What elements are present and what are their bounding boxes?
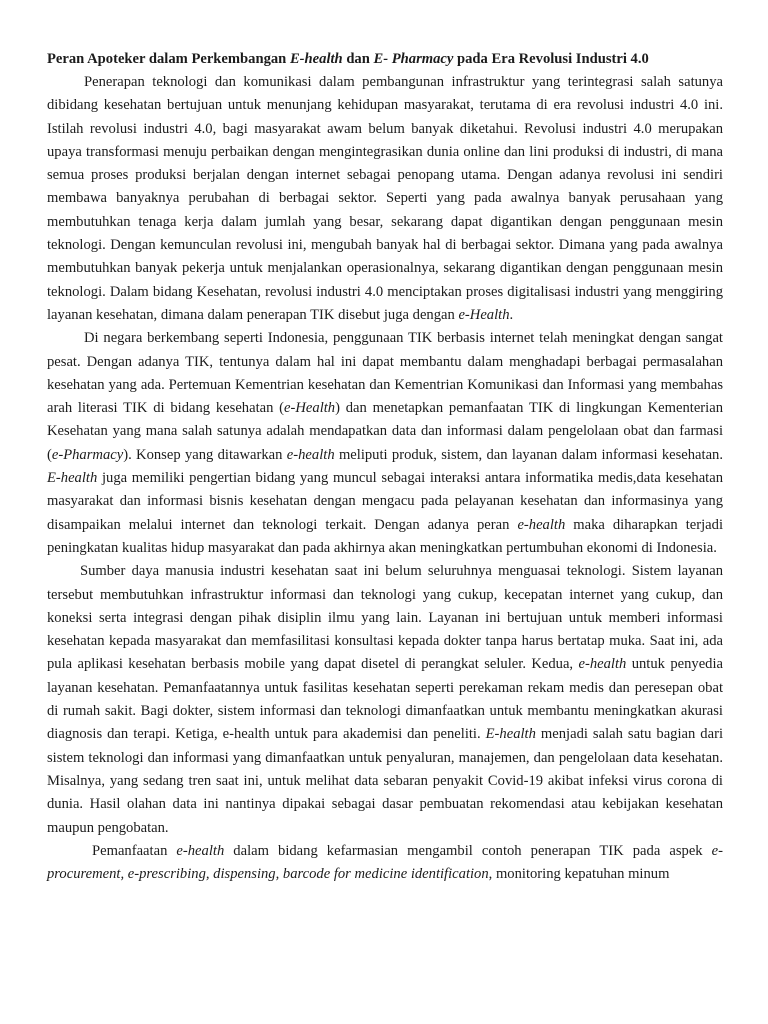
- paragraph-2: Di negara berkembang seperti Indonesia, penggunaan TIK berbasis internet telah meningkat dengan sangat pesat. Dengan adanya TIK, tentunya dalam hal ini dapat membantu dalam menghadapi berbagai permasalahan kesehatan yang ada. Pertemuan Kementrian kesehatan dan Kementrian Komunikasi dan Informasi yang membahas arah literasi TIK di bidang kesehatan (e-Health) dan menetapkan pemanfaatan TIK di lingkungan Kementerian Kesehatan yang mana salah satunya adalah mendapatkan data dan informasi dalam pengelolaan obat dan farmasi (e-Pharmacy). Konsep yang ditawarkan e-health meliputi produk, sistem, dan layanan dalam informasi kesehatan. E-health juga memiliki pengertian bidang yang muncul sebagai interaksi antara informatika medis,data kesehatan masyarakat dan informasi bisnis kesehatan dengan mengacu pada pelayanan kesehatan dan informasinya yang disampaikan melalui internet dan teknologi terkait. Dengan adanya peran e-health maka diharapkan terjadi peningkatan kualitas hidup masyarakat dan pada akhirnya akan meningkatkan pertumbuhan ekonomi di Indonesia.: [47, 330, 724, 556]
- paragraph-1: Penerapan teknologi dan komunikasi dalam pembangunan infrastruktur yang terintegrasi salah satunya dibidang kesehatan bertujuan untuk menunjang kehidupan masyarakat, terutama di era revolusi industri 4.0 ini. Istilah revolusi industri 4.0, bagi masyarakat awam belum banyak diketahui. Revolusi industri 4.0 merupakan upaya transformasi menuju perbaikan dengan mengintegrasikan dunia online dan lini produksi di industri, di mana semua proses produksi berjalan dengan internet sebagai penopang utama. Dengan adanya revolusi ini sendiri membawa banyaknya perubahan di berbagai sektor. Seperti yang pada awalnya banyak perusahaan yang membutuhkan tenaga kerja dalam jumlah yang besar, sekarang dapat digantikan dengan penggunaan mesin teknologi. Dengan kemunculan revolusi ini, mengubah banyak hal di berbagai sektor. Dimana yang pada awalnya membutuhkan banyak pekerja untuk menjalankan operasionalnya, sekarang digantikan dengan penggunaan mesin teknologi. Dalam bidang Kesehatan, revolusi industri 4.0 menciptakan proses digitalisasi industri yang menggiring layanan kesehatan, dimana dalam penerapan TIK disebut juga dengan e-Health.: [47, 74, 723, 323]
- title-text: dan: [342, 51, 374, 67]
- title-text: Peran Apoteker dalam Perkembangan: [47, 51, 290, 67]
- paragraph-4: Pemanfaatan e-health dalam bidang kefarmasian mengambil contoh penerapan TIK pada aspek e-procurement, e-prescribing, dispensing, barcode for medicine identification, monitoring kepatuhan minum: [47, 842, 723, 883]
- title-term-ehealth: E-health: [289, 51, 343, 67]
- document-title: [47, 49, 723, 70]
- document-page: [47, 49, 723, 886]
- title-text: pada Era Revolusi Industri 4.0: [453, 51, 649, 67]
- title-term-epharmacy: E- Pharmacy: [373, 51, 454, 67]
- paragraph-3: Sumber daya manusia industri kesehatan saat ini belum seluruhnya menguasai teknologi. Sistem layanan tersebut membutuhkan infrastruktur informasi dan teknologi yang cukup, kecepatan internet yang cukup, dan koneksi serta integrasi dengan pihak disiplin ilmu yang lain. Layanan ini bertujuan untuk memberi informasi kesehatan kepada masyarakat dan memfasilitasi konsultasi kepada dokter tanpa harus bertatap muka. Saat ini, ada pula aplikasi kesehatan berbasis mobile yang dapat disetel di perangkat seluler. Kedua, e-health untuk penyedia layanan kesehatan. Pemanfaatannya untuk fasilitas kesehatan seperti perekaman rekam medis dan peresepan obat di rumah sakit. Bagi dokter, sistem informasi dan teknologi dimanfaatkan untuk membantu meningkatkan akurasi diagnosis dan terapi. Ketiga, e-health untuk para akademisi dan peneliti. E-health menjadi salah satu bagian dari sistem teknologi dan informasi yang dimanfaatkan untuk penyaluran, manajemen, dan pengelolaan data kesehatan. Misalnya, yang sedang tren saat ini, untuk melihat data sebaran penyakit Covid-19 akibat infeksi virus corona di dunia. Hasil olahan data ini nantinya dipakai sebagai dasar pembuatan rekomendasi atau kebijakan kesehatan maupun pengobatan.: [47, 563, 724, 836]
